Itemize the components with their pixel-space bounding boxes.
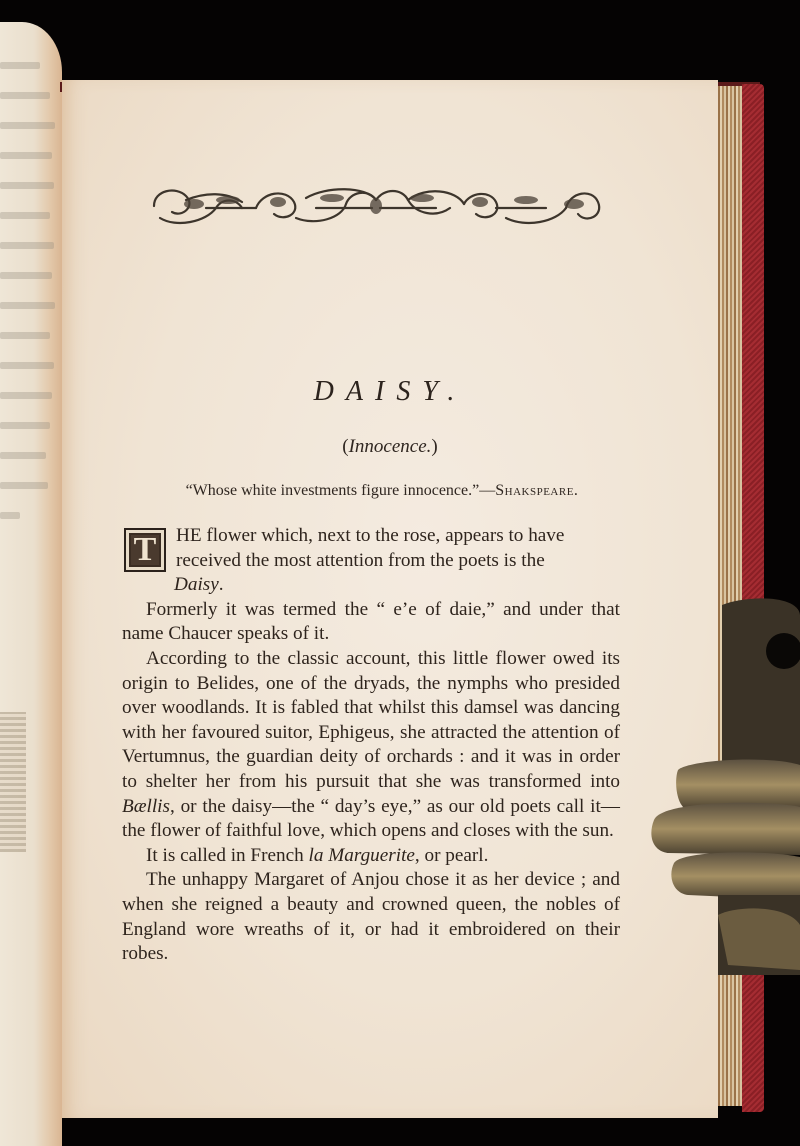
- chapter-meaning: (Innocence.): [342, 436, 438, 457]
- paragraph-5: The unhappy Margaret of Anjou chose it as her device ; and when she reigned a beauty and crowned queen, the nobles of England wore wreaths of it, or had it embroidered on their robes.: [122, 869, 620, 965]
- paragraph-4-a: It is called in French: [146, 844, 309, 866]
- paragraph-3-b: , or the daisy—the “ day’s eye,” as our old poets call it—the flower of faithful love, which opens and closes with the sun.: [122, 795, 620, 842]
- marguerite-italic: la Marguerite: [308, 844, 415, 866]
- paragraph-1-first-line: HE flower which, next to the rose, appears to have: [176, 525, 565, 546]
- epigraph-author: Shakspeare.: [495, 482, 579, 499]
- body-text: [122, 524, 620, 967]
- decorated-initial-icon: T: [124, 528, 166, 572]
- epigraph: [147, 482, 617, 500]
- epigraph-quote: “Whose white investments figure innocence.”—: [185, 482, 496, 499]
- scrollwork-headpiece-icon: [146, 178, 606, 234]
- meaning-text: Innocence.: [348, 436, 432, 457]
- paragraph-1-rest: [122, 549, 620, 598]
- daisy-italic: Daisy: [174, 574, 219, 596]
- chapter-title: DAISY.: [313, 376, 467, 407]
- paragraph-1-rest-text: received the most attention from the poets is the: [176, 549, 545, 571]
- paragraph-4-b: , or pearl.: [414, 844, 489, 866]
- paragraph-3: [122, 647, 620, 844]
- brass-page-clip-icon: [648, 595, 800, 975]
- paragraph-3-a: According to the classic account, this little flower owed its origin to Belides, one of the dryads, the nymphs who presided over woodlands. It is fabled that whilst this damsel was dancing with her favoured suitor, Ephigeus, she attracted the attention of Vertumnus, the guardian deity of orchards : and it was in order to shelter her from his pursuit that she was transformed into: [122, 647, 620, 792]
- paragraph-1-end: .: [218, 574, 224, 596]
- paragraph-1: [122, 524, 620, 598]
- paragraph-2: Formerly it was termed the “ e’e of daie,” and under that name Chaucer speaks of it.: [122, 598, 620, 645]
- bellis-italic: Bællis: [122, 795, 170, 817]
- book-page: [62, 80, 718, 1118]
- facing-page-illustration: [0, 712, 26, 852]
- paragraph-4: [122, 844, 620, 869]
- facing-page-left: [0, 22, 62, 1146]
